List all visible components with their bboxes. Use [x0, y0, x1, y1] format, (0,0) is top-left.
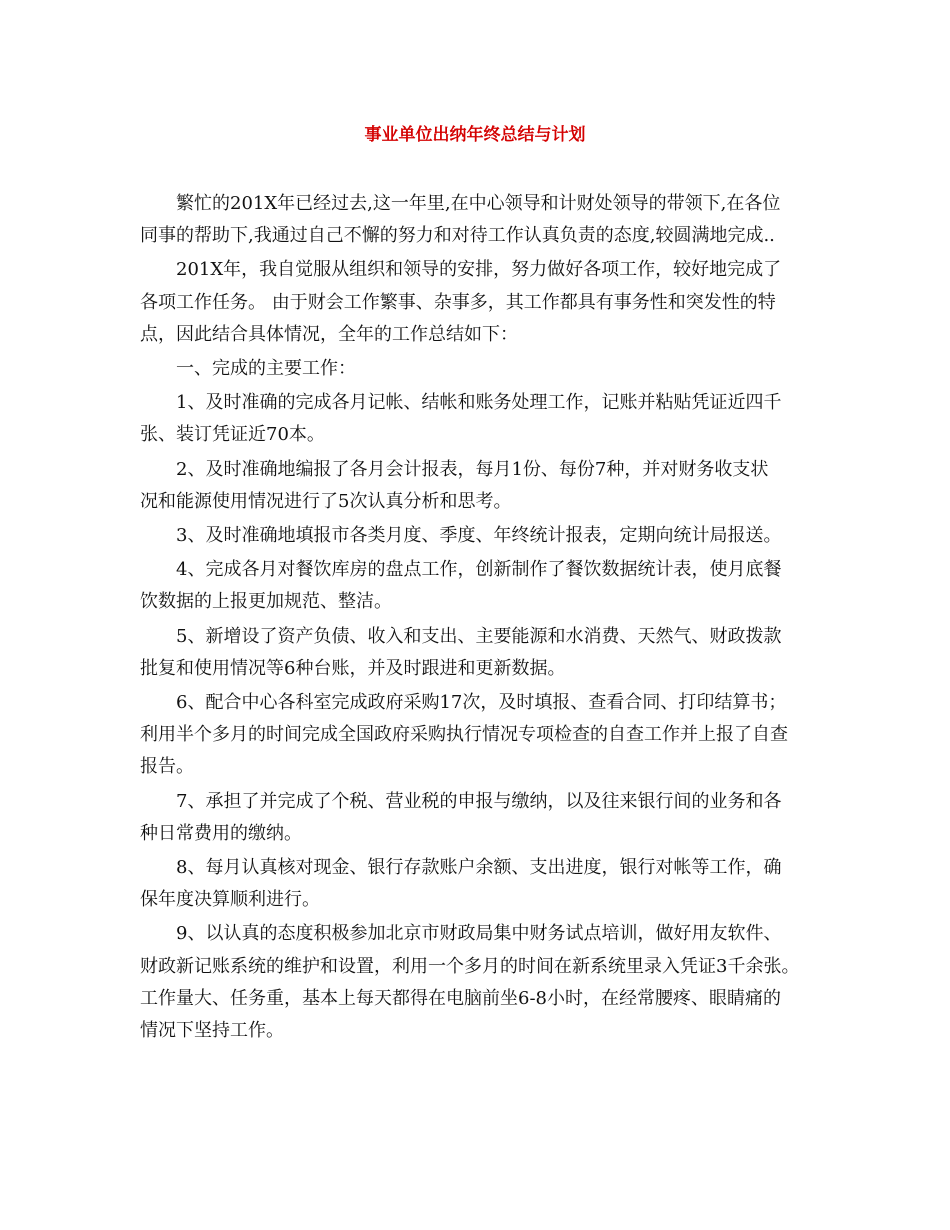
paragraph-line: 报告。 — [140, 756, 194, 778]
paragraph-line: 6、配合中心各科室完成政府采购17次，及时填报、查看合同、打印结算书； — [176, 692, 787, 714]
paragraph-line: 3、及时准确地填报市各类月度、季度、年终统计报表，定期向统计局报送。 — [176, 525, 782, 547]
paragraph — [140, 254, 830, 351]
paragraph — [140, 520, 830, 552]
paragraph — [140, 852, 830, 916]
paragraph-line: 保年度决算顺利进行。 — [140, 889, 320, 911]
paragraph-line: 饮数据的上报更加规范、整洁。 — [140, 591, 392, 613]
document-title: 事业单位出纳年终总结与计划 — [364, 125, 586, 145]
paragraph — [140, 387, 830, 451]
paragraph-line: 批复和使用情况等6种台账，并及时跟进和更新数据。 — [140, 657, 566, 679]
paragraph-line: 况和能源使用情况进行了5次认真分析和思考。 — [140, 490, 512, 512]
paragraph-line: 点，因此结合具体情况，全年的工作总结如下： — [140, 323, 518, 345]
paragraph-line: 1、及时准确的完成各月记帐、结帐和账务处理工作，记账并粘贴凭证近四千 — [176, 392, 782, 414]
paragraph-line: 9、以认真的态度积极参加北京市财政局集中财务试点培训，做好用友软件、 — [176, 923, 782, 945]
paragraph — [140, 188, 830, 252]
paragraph-line: 情况下坚持工作。 — [140, 1020, 284, 1042]
paragraph-line: 利用半个多月的时间完成全国政府采购执行情况专项检查的自查工作并上报了自查 — [140, 724, 788, 746]
paragraph — [140, 554, 830, 618]
paragraph — [140, 621, 830, 685]
paragraph-line: 7、承担了并完成了个税、营业税的申报与缴纳，以及往来银行间的业务和各 — [176, 790, 782, 812]
paragraph-line: 201X年，我自觉服从组织和领导的安排，努力做好各项工作，较好地完成了 — [176, 259, 782, 281]
paragraph-line: 4、完成各月对餐饮库房的盘点工作，创新制作了餐饮数据统计表，使月底餐 — [176, 559, 782, 581]
paragraph — [140, 786, 830, 850]
paragraph — [140, 687, 830, 784]
paragraph-line: 财政新记账系统的维护和设置，利用一个多月的时间在新系统里录入凭证3千余张。 — [140, 955, 800, 977]
paragraph-line: 繁忙的201X年已经过去,这一年里,在中心领导和计财处领导的带领下,在各位 — [176, 193, 781, 214]
document-body — [140, 188, 830, 1049]
paragraph-line: 工作量大、任务重，基本上每天都得在电脑前坐6-8小时，在经常腰疼、眼睛痛的 — [140, 987, 781, 1009]
paragraph-line: 一、完成的主要工作： — [176, 358, 356, 380]
paragraph-line: 各项工作任务。 由于财会工作繁事、杂事多，其工作都具有事务性和突发性的特 — [140, 291, 776, 313]
paragraph — [140, 454, 830, 518]
paragraph — [140, 353, 830, 385]
paragraph-line: 张、装订凭证近70本。 — [140, 424, 325, 446]
paragraph-line: 8、每月认真核对现金、银行存款账户余额、支出进度，银行对帐等工作，确 — [176, 857, 782, 879]
paragraph-line: 同事的帮助下,我通过自己不懈的努力和对待工作认真负责的态度,较圆满地完成.. — [140, 225, 775, 247]
paragraph-line: 种日常费用的缴纳。 — [140, 822, 302, 844]
paragraph-line: 5、新增设了资产负债、收入和支出、主要能源和水消费、天然气、财政拨款 — [176, 625, 782, 647]
paragraph — [140, 918, 830, 1047]
paragraph-line: 2、及时准确地编报了各月会计报表，每月1份、每份7种，并对财务收支状 — [176, 458, 769, 480]
